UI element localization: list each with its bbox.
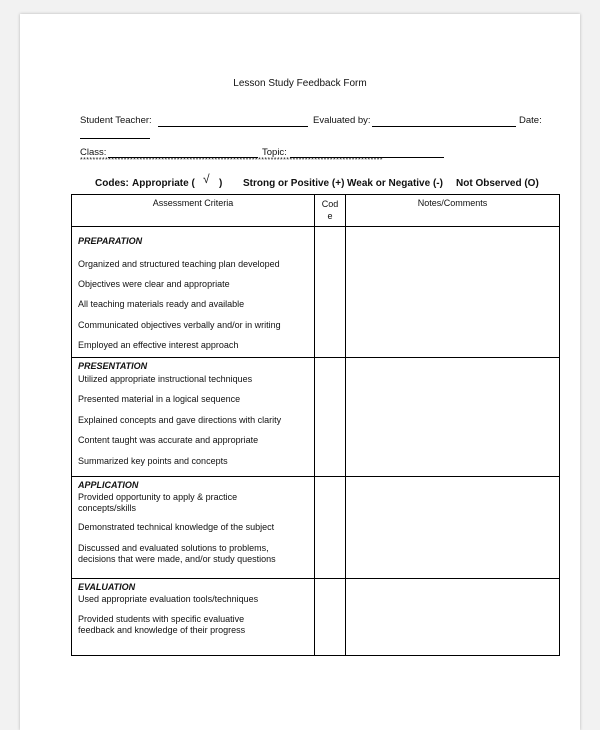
- student-teacher-field[interactable]: [158, 126, 308, 127]
- form-title: Lesson Study Feedback Form: [233, 78, 367, 89]
- criteria-cell: [72, 579, 315, 656]
- criterion-item: Discussed and evaluated solutions to problems, decisions that were made, and/or study questions: [78, 543, 276, 564]
- notes-cell[interactable]: [346, 579, 560, 656]
- criterion-item: Content taught was accurate and appropriate: [78, 435, 259, 445]
- date-field[interactable]: [80, 138, 150, 139]
- criteria-cell: [72, 227, 315, 358]
- criterion-item: Summarized key points and concepts: [78, 456, 228, 466]
- table-header-row: [72, 195, 560, 227]
- section-title: PREPARATION: [78, 236, 143, 246]
- section-row-preparation: [72, 227, 560, 358]
- header-code: [315, 195, 346, 227]
- header-notes: Notes/Comments: [346, 195, 560, 227]
- separator-stars: *************************************************************************************************: [80, 157, 384, 164]
- notes-cell[interactable]: [346, 227, 560, 358]
- code-cell[interactable]: [315, 579, 346, 656]
- criterion-item: Demonstrated technical knowledge of the subject: [78, 522, 275, 532]
- code-not-observed: Not Observed (O): [456, 178, 539, 189]
- section-title: APPLICATION: [78, 480, 139, 490]
- code-weak: Weak or Negative (-): [347, 178, 443, 189]
- criterion-item: Employed an effective interest approach: [78, 340, 239, 350]
- code-strong: Strong or Positive (+): [243, 178, 345, 189]
- criterion-item: All teaching materials ready and available: [78, 299, 245, 309]
- criterion-item: Utilized appropriate instructional techniques: [78, 374, 253, 384]
- section-title: PRESENTATION: [78, 361, 148, 371]
- header-assessment-criteria: Assessment Criteria: [72, 195, 315, 227]
- criteria-cell: [72, 477, 315, 579]
- criterion-item: Organized and structured teaching plan developed: [78, 259, 280, 269]
- assessment-table: [71, 194, 560, 656]
- criterion-item: Communicated objectives verbally and/or in writing: [78, 320, 281, 330]
- notes-cell[interactable]: [346, 477, 560, 579]
- date-label: Date:: [519, 115, 542, 126]
- code-cell[interactable]: [315, 358, 346, 477]
- evaluated-by-field[interactable]: [372, 126, 516, 127]
- criterion-item: Provided opportunity to apply & practice concepts/skills: [78, 492, 238, 513]
- criterion-item: Provided students with specific evaluative feedback and knowledge of their progress: [78, 614, 246, 635]
- criterion-item: Explained concepts and gave directions with clarity: [78, 415, 282, 425]
- criterion-item: Objectives were clear and appropriate: [78, 279, 230, 289]
- header-code-text: Cod e: [321, 199, 339, 221]
- code-cell[interactable]: [315, 227, 346, 358]
- criterion-item: Used appropriate evaluation tools/techniques: [78, 594, 259, 604]
- student-teacher-label: Student Teacher:: [80, 115, 152, 126]
- evaluated-by-label: Evaluated by:: [313, 115, 371, 126]
- section-row-evaluation: [72, 579, 560, 656]
- topic-label: Topic:: [262, 147, 287, 158]
- checkmark-icon: √: [203, 172, 210, 186]
- class-label: Class:: [80, 147, 107, 158]
- section-row-application: [72, 477, 560, 579]
- section-row-presentation: [72, 358, 560, 477]
- criteria-cell: [72, 358, 315, 477]
- section-title: EVALUATION: [78, 582, 136, 592]
- notes-cell[interactable]: [346, 358, 560, 477]
- criterion-item: Presented material in a logical sequence: [78, 394, 241, 404]
- code-appropriate-close: ): [219, 178, 223, 189]
- codes-label: Codes:: [95, 178, 129, 189]
- code-cell[interactable]: [315, 477, 346, 579]
- code-appropriate: Appropriate (: [132, 178, 195, 189]
